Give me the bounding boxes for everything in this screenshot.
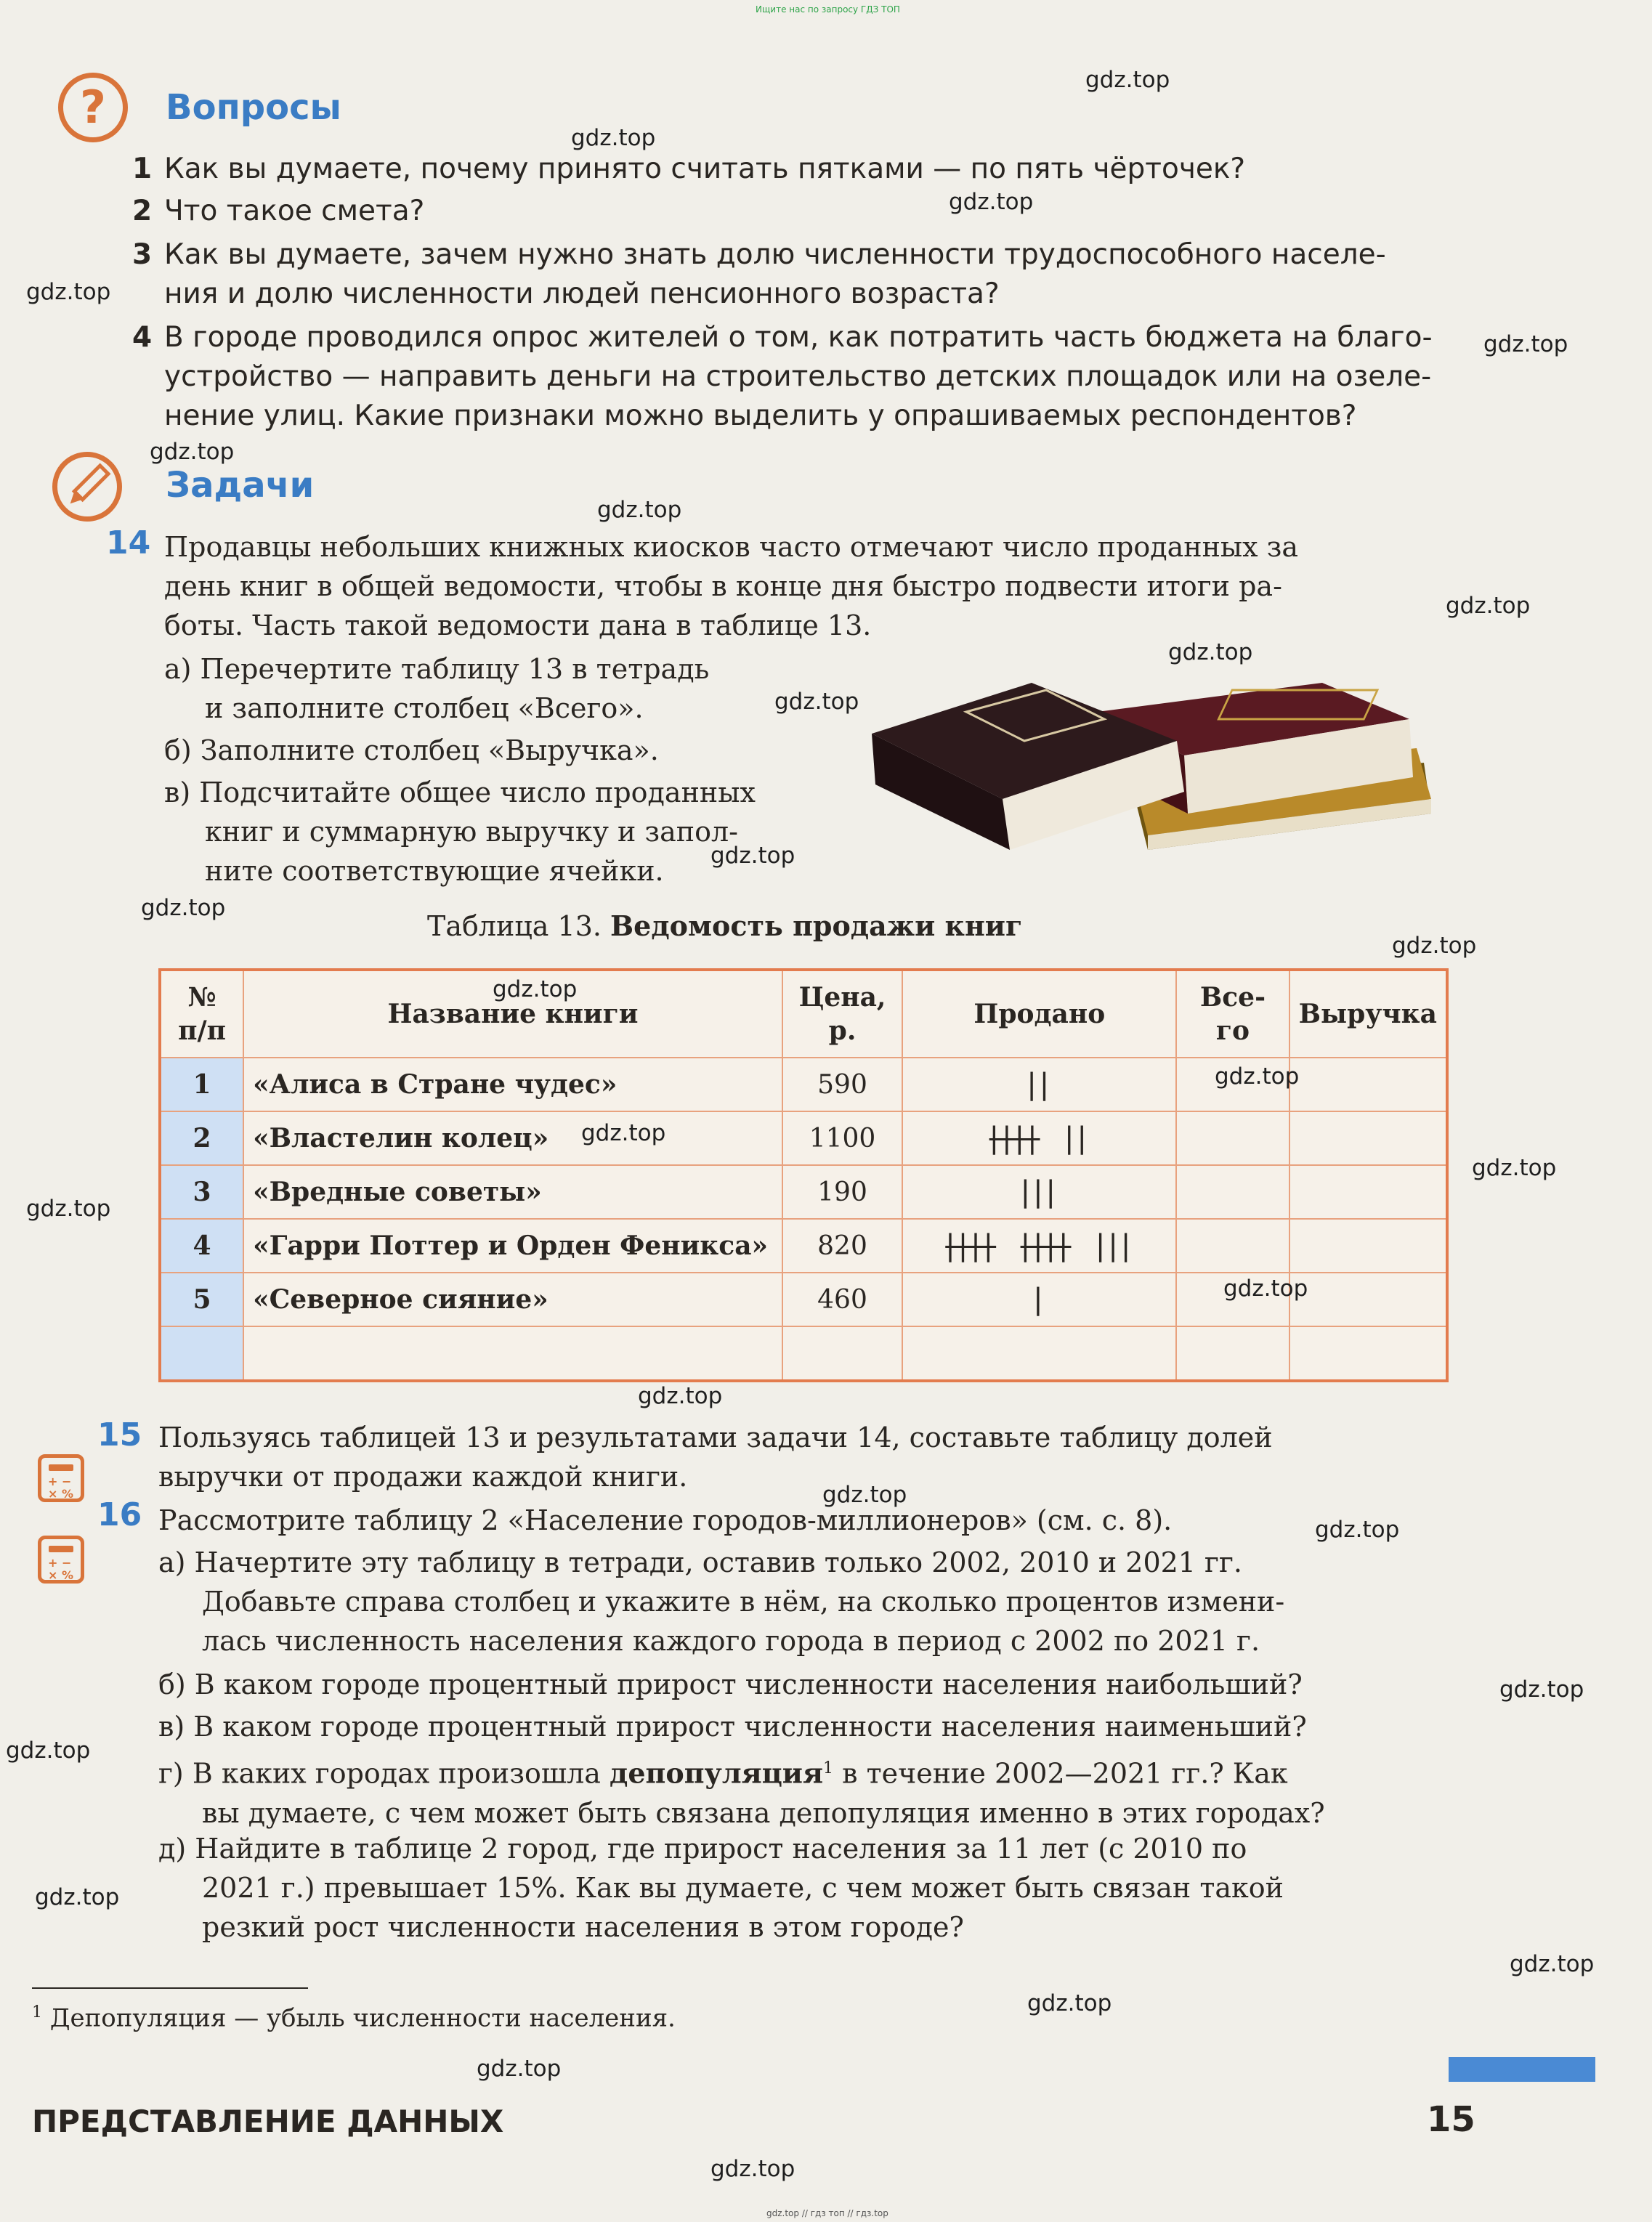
task-16-c: в) В каком городе процентный прирост численности населения наименьший? <box>158 1711 1307 1743</box>
tasks-title: Задачи <box>166 465 315 506</box>
row-number: 4 <box>160 1219 243 1273</box>
table-row <box>160 1165 1447 1219</box>
task-14-c: в) Подсчитайте общее число проданных книг и суммарную выручку и запол- ните соответствующие ячейки. <box>164 777 756 887</box>
watermark: gdz.top <box>1315 1517 1400 1543</box>
task-16-intro: Рассмотрите таблицу 2 «Население городов-миллионеров» (см. с. 8). <box>158 1504 1173 1536</box>
footnote-divider <box>32 1987 308 1989</box>
watermark: gdz.top <box>1168 639 1253 665</box>
watermark: gdz.top <box>1472 1155 1557 1181</box>
task-14-a: а) Перечертите таблицу 13 в тетрадь и заполните столбец «Всего». <box>164 653 710 724</box>
watermark: gdz.top <box>150 439 235 465</box>
watermark: gdz.top <box>1085 67 1170 93</box>
top-note: Ищите нас по запросу ГДЗ ТОП <box>756 4 900 15</box>
task-14-b: б) Заполните столбец «Выручка». <box>164 734 659 766</box>
row-title: «Вредные советы» <box>243 1165 782 1219</box>
sales-table <box>158 968 1449 1382</box>
watermark: gdz.top <box>581 1120 666 1146</box>
watermark: gdz.top <box>1027 1990 1112 2016</box>
watermark: gdz.top <box>774 689 859 715</box>
row-revenue <box>1289 1058 1447 1111</box>
row-price: 1100 <box>782 1111 903 1165</box>
table-caption: Таблица 13. Ведомость продажи книг <box>427 909 1023 942</box>
row-title: «Властелин колец» <box>243 1111 782 1165</box>
calculator-icon: + − × % <box>38 1454 84 1502</box>
footnote: $^1$ Депопуляция — убыль численности населения. <box>32 2003 676 2033</box>
pencil-icon <box>52 452 122 522</box>
header-total: Все- го <box>1176 970 1289 1058</box>
header-price: Цена, р. <box>782 970 903 1058</box>
watermark: gdz.top <box>1483 331 1568 357</box>
watermark: gdz.top <box>571 125 656 151</box>
task-16-a: а) Начертите эту таблицу в тетради, оставив только 2002, 2010 и 2021 гг. Добавьте справа столбец и укажите в нём, на сколько процентов измени- лась численность населения каждого города в период с 2002 по 2021 г. <box>158 1546 1285 1657</box>
bottom-note: gdz.top // гдз топ // гдз.top <box>766 2208 888 2218</box>
row-total <box>1176 1219 1289 1273</box>
watermark: gdz.top <box>597 497 682 523</box>
row-total <box>1176 1111 1289 1165</box>
row-number: 1 <box>160 1058 243 1111</box>
question-icon: ? <box>58 73 128 142</box>
watermark: gdz.top <box>638 1383 723 1409</box>
calculator-icon: + − × % <box>38 1536 84 1584</box>
task-16-d: г) В каких городах произошла депопуляция$^1$ в течение 2002—2021 гг.? Как вы думаете, с чем может быть связана депопуляция именно в этих городах? <box>158 1756 1325 1829</box>
row-title <box>243 1326 782 1381</box>
section-name: ПРЕДСТАВЛЕНИЕ ДАННЫХ <box>32 2104 504 2139</box>
watermark: gdz.top <box>26 1196 111 1222</box>
row-number: 2 <box>160 1111 243 1165</box>
watermark: gdz.top <box>477 2056 562 2082</box>
row-number: 3 <box>160 1165 243 1219</box>
row-revenue <box>1289 1219 1447 1273</box>
task-16-b: б) В каком городе процентный прирост численности населения наибольший? <box>158 1668 1303 1700</box>
watermark: gdz.top <box>141 895 226 921</box>
header-title: Название книги <box>243 970 782 1058</box>
footer-bar <box>1449 2057 1595 2082</box>
watermark: gdz.top <box>1446 593 1531 619</box>
task-16-number: 16 <box>97 1496 142 1533</box>
row-price: 820 <box>782 1219 903 1273</box>
question-3: 3 Как вы думаете, зачем нужно знать долю численности трудоспособного населе- ния и долю численности людей пенсионного возраста? <box>132 238 1386 310</box>
row-number: 5 <box>160 1273 243 1326</box>
task-16-e: д) Найдите в таблице 2 город, где прирост населения за 11 лет (с 2010 по 2021 г.) превышает 15%. Как вы думаете, с чем может быть связан такой резкий рост численности населения в этом городе? <box>158 1833 1284 1943</box>
row-number <box>160 1326 243 1381</box>
watermark: gdz.top <box>1215 1063 1300 1090</box>
row-revenue <box>1289 1165 1447 1219</box>
watermark: gdz.top <box>26 279 111 305</box>
questions-title: Вопросы <box>166 87 341 128</box>
watermark: gdz.top <box>35 1884 120 1910</box>
watermark: gdz.top <box>1392 933 1477 959</box>
row-tally: || <box>902 1058 1176 1111</box>
row-tally: |||| || <box>902 1111 1176 1165</box>
row-total <box>1176 1326 1289 1381</box>
table-header-row <box>160 970 1447 1058</box>
header-revenue: Выручка <box>1289 970 1447 1058</box>
task-14-number: 14 <box>106 524 151 561</box>
row-price: 590 <box>782 1058 903 1111</box>
question-2: 2 Что такое смета? <box>132 195 425 227</box>
question-1: 1 Как вы думаете, почему принято считать пятками — по пять чёрточек? <box>132 153 1246 185</box>
page-number: 15 <box>1427 2099 1475 2140</box>
task-15-number: 15 <box>97 1416 142 1453</box>
watermark: gdz.top <box>6 1738 91 1764</box>
table-row-empty <box>160 1326 1447 1381</box>
row-tally <box>902 1326 1176 1381</box>
row-price <box>782 1326 903 1381</box>
row-total <box>1176 1165 1289 1219</box>
table-row <box>160 1219 1447 1273</box>
row-revenue <box>1289 1111 1447 1165</box>
watermark: gdz.top <box>1499 1676 1584 1703</box>
books-image <box>857 668 1438 879</box>
watermark: gdz.top <box>710 843 795 869</box>
row-price: 190 <box>782 1165 903 1219</box>
watermark: gdz.top <box>710 2156 795 2182</box>
row-tally: | <box>902 1273 1176 1326</box>
row-title: «Гарри Поттер и Орден Феникса» <box>243 1219 782 1273</box>
watermark: gdz.top <box>822 1482 907 1508</box>
row-revenue <box>1289 1326 1447 1381</box>
row-price: 460 <box>782 1273 903 1326</box>
task-15-text: Пользуясь таблицей 13 и результатами задачи 14, составьте таблицу долей выручки от продажи каждой книги. <box>158 1422 1273 1493</box>
row-title: «Алиса в Стране чудес» <box>243 1058 782 1111</box>
task-14-text: Продавцы небольших книжных киосков часто отмечают число проданных за день книг в общей ведомости, чтобы в конце дня быстро подвести итоги ра- боты. Часть такой ведомости дана в таблице 13. <box>164 531 1299 641</box>
watermark: gdz.top <box>1223 1276 1308 1302</box>
row-revenue <box>1289 1273 1447 1326</box>
row-tally: ||| <box>902 1165 1176 1219</box>
watermark: gdz.top <box>949 189 1034 215</box>
question-4: 4 В городе проводился опрос жителей о том, как потратить часть бюджета на благо- устройство — направить деньги на строительство детских площадок или на озеле- нение улиц. Какие признаки можно выделить у опрашиваемых респондентов? <box>132 321 1433 432</box>
row-tally: |||| |||| ||| <box>902 1219 1176 1273</box>
table-row <box>160 1111 1447 1165</box>
header-number: № п/п <box>160 970 243 1058</box>
watermark: gdz.top <box>493 976 578 1002</box>
row-title: «Северное сияние» <box>243 1273 782 1326</box>
watermark: gdz.top <box>1510 1951 1595 1977</box>
header-sold: Продано <box>902 970 1176 1058</box>
